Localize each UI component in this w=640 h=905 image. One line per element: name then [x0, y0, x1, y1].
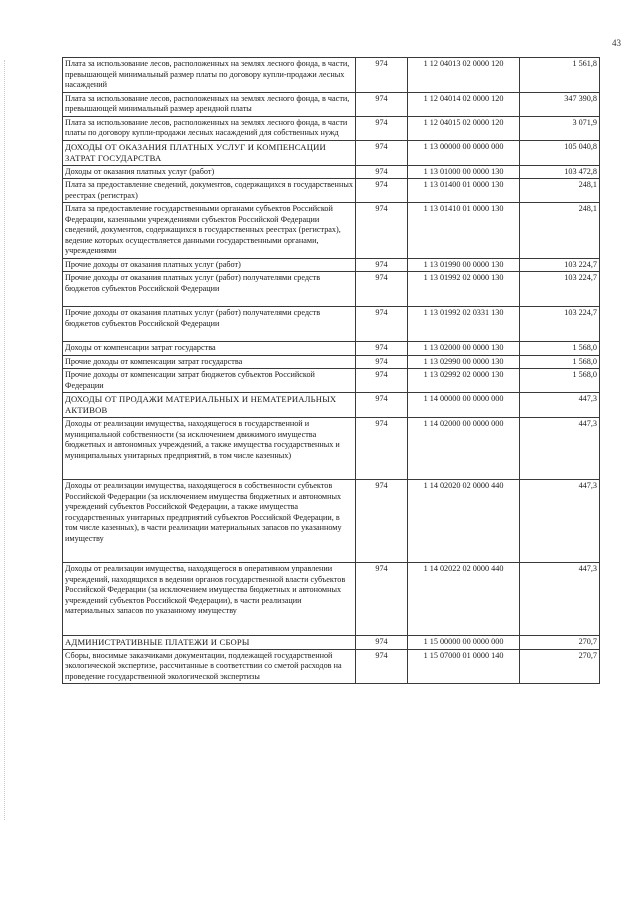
row-name: Плата за использование лесов, расположенных на землях лесного фонда, в части, превышающей минимальный размер арендной платы: [63, 92, 356, 116]
row-budget-code: 1 13 02992 02 0000 130: [408, 369, 520, 393]
row-name: Плата за использование лесов, расположенных на землях лесного фонда, в части, превышающей минимальный размер платы по договору купли-продажи лесных насаждений: [63, 58, 356, 93]
row-name: Прочие доходы от компенсации затрат бюджетов субъектов Российской Федерации: [63, 369, 356, 393]
section-row: [63, 393, 600, 418]
row-budget-code: 1 15 00000 00 0000 000: [408, 635, 520, 649]
table-row: [63, 563, 600, 636]
row-name: Доходы от компенсации затрат государства: [63, 342, 356, 356]
table-row: [63, 355, 600, 369]
row-name: ДОХОДЫ ОТ ОКАЗАНИЯ ПЛАТНЫХ УСЛУГ И КОМПЕНСАЦИИ ЗАТРАТ ГОСУДАРСТВА: [63, 140, 356, 165]
row-admin-code: 974: [356, 92, 408, 116]
row-admin-code: 974: [356, 563, 408, 636]
row-admin-code: 974: [356, 480, 408, 563]
row-admin-code: 974: [356, 307, 408, 342]
row-name: Доходы от оказания платных услуг (работ): [63, 165, 356, 179]
table-row: [63, 342, 600, 356]
row-budget-code: 1 14 00000 00 0000 000: [408, 393, 520, 418]
row-budget-code: 1 13 01990 00 0000 130: [408, 258, 520, 272]
row-amount: 105 040,8: [520, 140, 600, 165]
row-name: Доходы от реализации имущества, находящегося в собственности субъектов Российской Федерации (за исключением имущества бюджетных и автономных учреждений субъектов Российской Федерации, а также имущества государственных унитарных предприятий субъектов Российской Федерации, в том числе казенных), в части реализации материальных запасов по указанному имуществу: [63, 480, 356, 563]
row-name: Сборы, вносимые заказчиками документации, подлежащей государственной экологической экспертизе, рассчитанные в соответствии со сметой расходов на проведение государственной экологической экспертизы: [63, 649, 356, 684]
row-budget-code: 1 12 04013 02 0000 120: [408, 58, 520, 93]
row-budget-code: 1 13 01992 02 0331 130: [408, 307, 520, 342]
row-budget-code: 1 13 02000 00 0000 130: [408, 342, 520, 356]
row-name: Плата за предоставление сведений, документов, содержащихся в государственных реестрах (регистрах): [63, 179, 356, 203]
row-admin-code: 974: [356, 272, 408, 307]
row-amount: 248,1: [520, 203, 600, 259]
row-amount: 447,3: [520, 480, 600, 563]
row-name: Доходы от реализации имущества, находящегося в государственной и муниципальной собственности (за исключением движимого имущества бюджетных и автономных учреждений, а также имущества государственных и муниципальных унитарных предприятий, в том числе казенных): [63, 418, 356, 480]
row-amount: 3 071,9: [520, 116, 600, 140]
row-name: Плата за использование лесов, расположенных на землях лесного фонда, в части платы по договору купли-продажи лесных насаждений для собственных нужд: [63, 116, 356, 140]
row-budget-code: 1 14 02020 02 0000 440: [408, 480, 520, 563]
row-budget-code: 1 13 02990 00 0000 130: [408, 355, 520, 369]
row-name: Доходы от реализации имущества, находящегося в оперативном управлении учреждений, находящихся в ведении органов государственной власти субъектов Российской Федерации (за исключением имущества бюджетных и автономных учреждений субъектов Российской Федерации), в части реализации материальных запасов по указанному имуществу: [63, 563, 356, 636]
table-row: [63, 418, 600, 480]
row-admin-code: 974: [356, 355, 408, 369]
table-row: [63, 272, 600, 307]
row-admin-code: 974: [356, 649, 408, 684]
row-amount: 447,3: [520, 418, 600, 480]
revenue-table-body: [63, 58, 600, 684]
row-amount: 248,1: [520, 179, 600, 203]
scan-margin-artifact: [4, 60, 11, 820]
table-row: [63, 649, 600, 684]
row-admin-code: 974: [356, 140, 408, 165]
row-budget-code: 1 13 01400 01 0000 130: [408, 179, 520, 203]
section-row: [63, 635, 600, 649]
row-budget-code: 1 14 02000 00 0000 000: [408, 418, 520, 480]
table-row: [63, 58, 600, 93]
row-budget-code: 1 13 00000 00 0000 000: [408, 140, 520, 165]
row-amount: 270,7: [520, 635, 600, 649]
table-row: [63, 203, 600, 259]
row-amount: 1 568,0: [520, 355, 600, 369]
row-admin-code: 974: [356, 342, 408, 356]
row-budget-code: 1 13 01992 02 0000 130: [408, 272, 520, 307]
row-amount: 103 224,7: [520, 307, 600, 342]
row-amount: 347 390,8: [520, 92, 600, 116]
row-name: Плата за предоставление государственными органами субъектов Российской Федерации, казенными учреждениями субъектов Российской Федерации сведений, документов, содержащихся в государственных реестрах (регистрах), ведение которых осуществляется данными государственными органами, учреждениями: [63, 203, 356, 259]
row-admin-code: 974: [356, 179, 408, 203]
revenue-table: [62, 57, 600, 684]
section-row: [63, 140, 600, 165]
row-amount: 103 224,7: [520, 258, 600, 272]
row-amount: 103 472,8: [520, 165, 600, 179]
row-budget-code: 1 13 01000 00 0000 130: [408, 165, 520, 179]
row-name: Прочие доходы от оказания платных услуг (работ) получателями средств бюджетов субъектов Российской Федерации: [63, 272, 356, 307]
table-row: [63, 480, 600, 563]
table-row: [63, 92, 600, 116]
row-name: Прочие доходы от оказания платных услуг (работ): [63, 258, 356, 272]
row-budget-code: 1 15 07000 01 0000 140: [408, 649, 520, 684]
row-budget-code: 1 14 02022 02 0000 440: [408, 563, 520, 636]
row-amount: 447,3: [520, 563, 600, 636]
row-admin-code: 974: [356, 58, 408, 93]
row-budget-code: 1 12 04015 02 0000 120: [408, 116, 520, 140]
row-admin-code: 974: [356, 418, 408, 480]
table-row: [63, 307, 600, 342]
row-admin-code: 974: [356, 369, 408, 393]
table-row: [63, 369, 600, 393]
row-amount: 447,3: [520, 393, 600, 418]
row-amount: 1 568,0: [520, 369, 600, 393]
row-name: АДМИНИСТРАТИВНЫЕ ПЛАТЕЖИ И СБОРЫ: [63, 635, 356, 649]
row-amount: 103 224,7: [520, 272, 600, 307]
row-admin-code: 974: [356, 165, 408, 179]
row-amount: 1 568,0: [520, 342, 600, 356]
row-amount: 270,7: [520, 649, 600, 684]
row-admin-code: 974: [356, 258, 408, 272]
row-budget-code: 1 13 01410 01 0000 130: [408, 203, 520, 259]
row-name: ДОХОДЫ ОТ ПРОДАЖИ МАТЕРИАЛЬНЫХ И НЕМАТЕРИАЛЬНЫХ АКТИВОВ: [63, 393, 356, 418]
table-row: [63, 258, 600, 272]
row-admin-code: 974: [356, 393, 408, 418]
page-number: 43: [612, 38, 621, 48]
row-budget-code: 1 12 04014 02 0000 120: [408, 92, 520, 116]
row-amount: 1 561,8: [520, 58, 600, 93]
row-admin-code: 974: [356, 203, 408, 259]
table-row: [63, 165, 600, 179]
table-row: [63, 179, 600, 203]
row-admin-code: 974: [356, 116, 408, 140]
row-admin-code: 974: [356, 635, 408, 649]
table-row: [63, 116, 600, 140]
row-name: Прочие доходы от компенсации затрат государства: [63, 355, 356, 369]
row-name: Прочие доходы от оказания платных услуг (работ) получателями средств бюджетов субъектов Российской Федерации: [63, 307, 356, 342]
